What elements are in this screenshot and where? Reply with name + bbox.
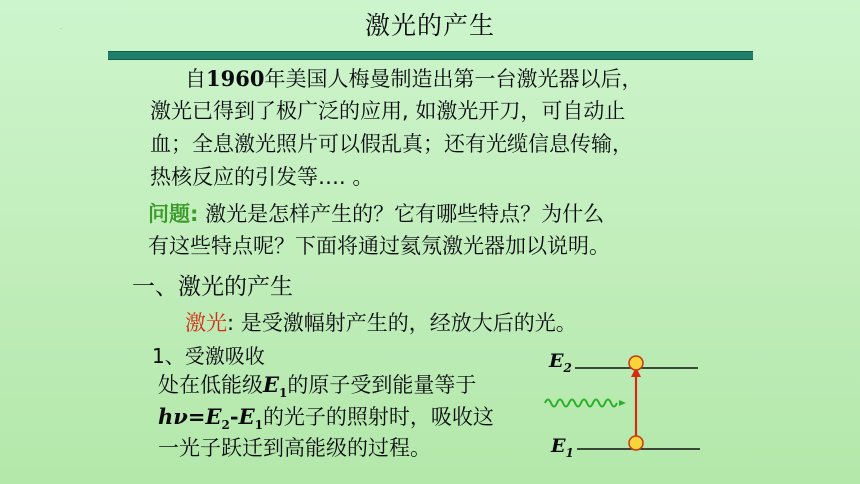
photon-wave-icon (545, 400, 617, 407)
section-heading: 一、激光的产生 (132, 274, 293, 300)
atom-upper-icon (629, 356, 643, 370)
question-line-2: 有这些特点呢？下面将通过氦氖激光器加以说明。 (148, 234, 610, 258)
item1-line-2: $h\nu=E_2-E_1$的光子的照射时，吸收这 (158, 404, 494, 433)
intro-line-3: 血；全息激光照片可以假乱真；还有光缆信息传输， (150, 132, 633, 156)
question-line-1: 问题: 激光是怎样产生的？它有哪些特点？为什么 (148, 202, 605, 226)
title-divider (108, 51, 753, 60)
lower-level-label: $E_1$ (551, 435, 574, 460)
upper-level-label: $E_2$ (549, 350, 572, 375)
definition-line: 激光: 是受激幅射产生的，经放大后的光。 (185, 311, 577, 335)
decorative-dot: · (60, 26, 62, 33)
intro-line-1: 自1960年美国人梅曼制造出第一台激光器以后， (185, 66, 643, 91)
atom-lower-icon (629, 436, 643, 450)
item1-line-3: 一光子跃迁到高能级的过程。 (158, 436, 431, 460)
question-label: 问题: (148, 202, 199, 226)
intro-line-4: 热核反应的引发等…. 。 (150, 165, 374, 189)
photon-arrowhead-icon (619, 400, 626, 406)
intro-line-2: 激光已得到了极广泛的应用, 如激光开刀，可自动止 (150, 99, 626, 123)
item1-line-1: 处在低能级$E_1$的原子受到能量等于 (158, 372, 477, 401)
page-title: 激光的产生 (364, 11, 495, 40)
energy-level-diagram (540, 345, 710, 460)
item1-heading: 1、受激吸收 (152, 344, 265, 368)
definition-term: 激光 (185, 311, 227, 335)
